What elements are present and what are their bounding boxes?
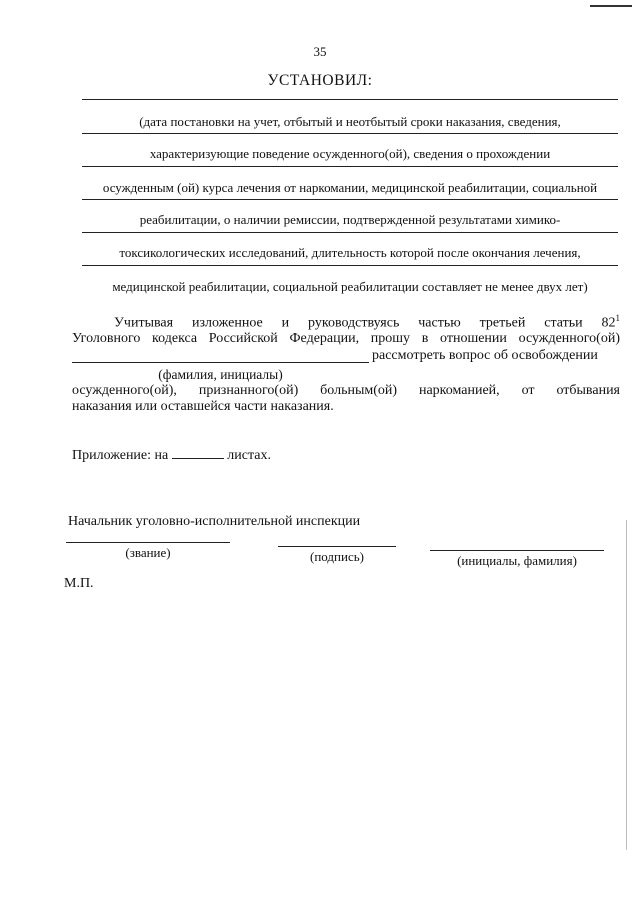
page-number: 35 bbox=[313, 44, 327, 59]
paragraph-line-4: осужденного(ой), признанного(ой) больным(ой) наркоманией, от отбывания bbox=[72, 383, 620, 398]
info-caption: медицинской реабилитации, социальной реабилитации составляет не менее двух лет) bbox=[112, 279, 588, 294]
attachment-suffix: листах. bbox=[227, 448, 271, 463]
name-fill-line bbox=[72, 362, 369, 363]
scan-artifact-right bbox=[626, 520, 627, 850]
page-title: УСТАНОВИЛ: bbox=[267, 72, 373, 89]
rank-caption: (звание) bbox=[125, 545, 171, 560]
initials-caption: (инициалы, фамилия) bbox=[457, 553, 577, 568]
fill-line bbox=[82, 166, 618, 167]
name-caption: (фамилия, инициалы) bbox=[158, 367, 283, 382]
stamp-place: М.П. bbox=[64, 576, 94, 591]
signature-fill-line bbox=[278, 546, 396, 547]
sheet-count-blank bbox=[172, 446, 224, 459]
info-caption: (дата постановки на учет, отбытый и неотбытый сроки наказания, сведения, bbox=[139, 114, 561, 129]
signature-caption: (подпись) bbox=[310, 549, 364, 564]
info-caption: осужденным (ой) курса лечения от наркомании, медицинской реабилитации, социальной bbox=[102, 180, 598, 195]
fill-line bbox=[82, 133, 618, 134]
rank-fill-line bbox=[66, 542, 230, 543]
fill-line bbox=[82, 232, 618, 233]
attachment-line bbox=[72, 446, 271, 464]
info-caption: реабилитации, о наличии ремиссии, подтвержденной результатами химико- bbox=[139, 212, 561, 227]
paragraph-line-3: рассмотреть вопрос об освобождении bbox=[372, 348, 598, 363]
attachment-prefix: Приложение: на bbox=[72, 448, 169, 463]
scan-artifact-top bbox=[590, 5, 632, 7]
info-caption: характеризующие поведение осужденного(ой), сведения о прохождении bbox=[149, 146, 551, 161]
paragraph-line-2: Уголовного кодекса Российской Федерации, прошу в отношении осужденного(ой) bbox=[72, 331, 620, 346]
fill-line bbox=[82, 199, 618, 200]
paragraph-line-5: наказания или оставшейся части наказания. bbox=[72, 399, 334, 414]
name-fill-line-bottom bbox=[430, 550, 604, 551]
position-title: Начальник уголовно-исполнительной инспекции bbox=[68, 514, 361, 529]
fill-line bbox=[82, 265, 618, 266]
info-caption: токсикологических исследований, длительность которой после окончания лечения, bbox=[119, 245, 581, 260]
paragraph-line-1: Учитывая изложенное и руководствуясь частью третьей статьи $82^1$ bbox=[114, 313, 620, 331]
fill-line bbox=[82, 99, 618, 100]
